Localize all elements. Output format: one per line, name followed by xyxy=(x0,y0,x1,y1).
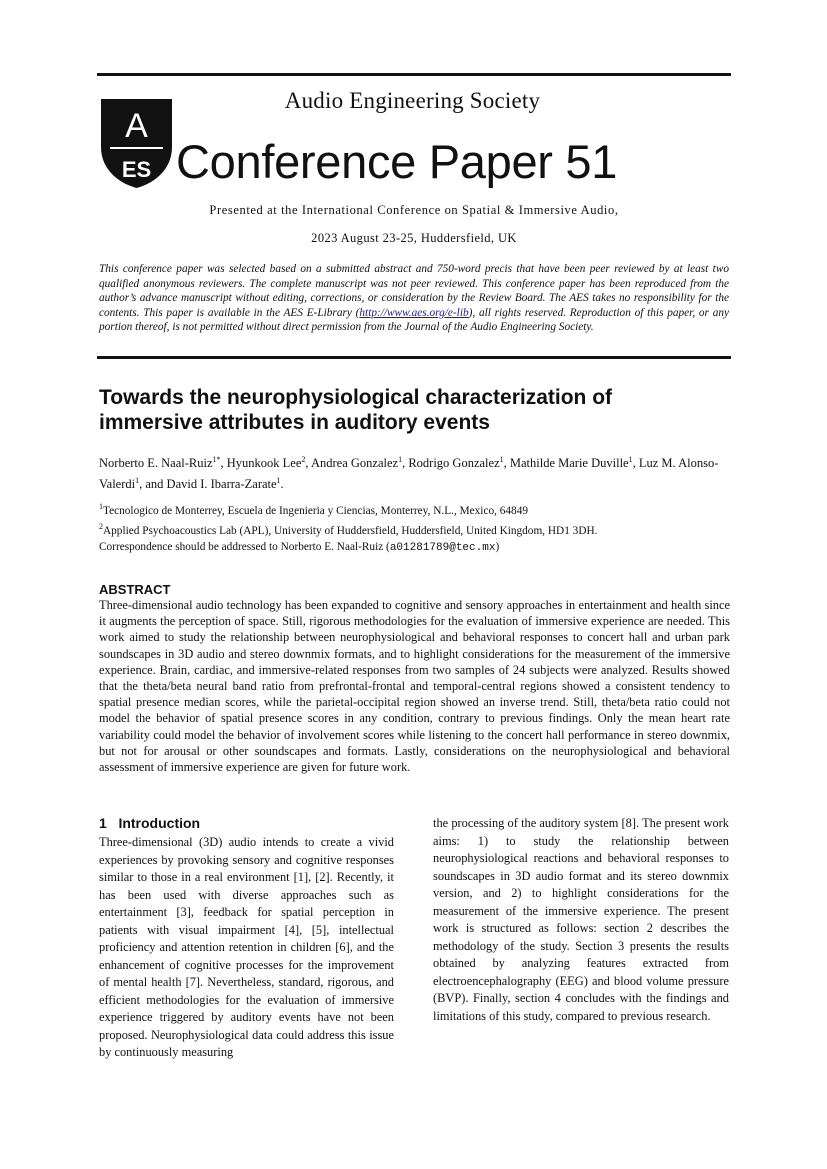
abstract-body: Three-dimensional audio technology has been expanded to cognitive and sensory approaches in entertainment and health since it augments the perception of space. Still, rigorous methodologies for the evaluation of immersive experience are needed. This work aimed to study the relationship between neurophysiological and behavioral responses to concert hall and urban park soundscapes in 3D audio and stereo downmix formats, and to highlight considerations for the measurement of the immersive experience. Brain, cardiac, and immersive-related responses from two samples of 24 subjects were analyzed. Results showed that the theta/beta neural band ratio from prefrontal-frontal and temporal-central regions showed a consistent tendency to spatial presence median scores, while the parietal-occipital region showed an inverse trend. Still, theta/beta ratio could not model the behavior of spatial presence scores in any condition, contrary to previous findings. Only the mean heart rate variability could model the behavior of involvement scores while listening to the concert hall performance in stereo downmix, but not for arousal or other soundscapes and formats. Lastly, considerations on the neurophysiological and behavioral assessment of immersive experience are given for future work. xyxy=(99,598,730,775)
author-name: Mathilde Marie Duville xyxy=(509,456,629,471)
disclaimer-text-2: ), all rights reserved. Reproduction of this paper, or any portion thereof, is not permitted without direct permission from the Journal of the Audio Engineering Society. xyxy=(99,306,729,334)
affiliation-line xyxy=(99,499,731,519)
conference-date-place: 2023 August 23-25, Huddersfield, UK xyxy=(311,231,517,245)
author-affiliation-mark: 1 xyxy=(135,476,140,486)
paper-title: Towards the neurophysiological characterization of immersive attributes in auditory events xyxy=(99,386,613,434)
author-separator: , xyxy=(503,456,510,471)
abstract-heading: ABSTRACT xyxy=(99,582,171,597)
introduction-left-column: Three-dimensional (3D) audio intends to create a vivid experiences by provoking sensory and cognitive responses similar to those in a real environment [1], [2]. Recently, it has been used with diverse approaches such as entertainment [3], feedback for spatial perception in patients with visual impairment [4], [5], intellectual proficiency and attention retention in children [6], and the enhancement of cognitive processes for the improvement of mental health [7]. Nevertheless, standard, rigorous, and efficient methodologies for the evaluation of immersive experience triggered by auditory events have not been proposed. Neurophysiological data could address this issue by continuously measuring xyxy=(99,835,394,1059)
author-separator: , xyxy=(305,456,311,471)
correspondence-email[interactable]: a01281789@tec.mx xyxy=(389,542,496,554)
correspondence-suffix: ) xyxy=(495,541,500,553)
review-disclaimer xyxy=(99,262,729,335)
correspondence-line xyxy=(99,541,731,554)
affiliation-text: Applied Psychoacoustics Lab (APL), University of Huddersfield, Huddersfield, United Kingdom, HD1 3DH. xyxy=(103,524,598,537)
author-name: David I. Ibarra-Zarate xyxy=(166,477,277,492)
society-name: Audio Engineering Society xyxy=(284,88,541,113)
top-rule xyxy=(97,73,731,76)
conference-paper-label: Conference Paper 51 xyxy=(176,135,618,188)
presented-at-line: Presented at the International Conference on Spatial & Immersive Audio, xyxy=(209,203,619,217)
author-list xyxy=(99,451,731,493)
author-affiliation-mark: 1 xyxy=(499,455,504,464)
disclaimer-text-1: This conference paper was selected based on a submitted abstract and 750-word precis that have been peer reviewed by at least two qualified anonymous reviewers. The complete manuscript was not peer reviewed. This conference paper has been reproduced from the author’s advance manuscript without editing, corrections, or consideration by the Review Board. The AES takes no responsibility for the contents. This paper is available in the AES E-Library ( xyxy=(99,263,729,319)
author-affiliation-mark: 1 xyxy=(398,455,403,464)
author-name: Luz M. Alonso-Valerdi xyxy=(99,456,719,492)
author-separator: , and xyxy=(139,477,167,492)
affiliation-text: Tecnologico de Monterrey, Escuela de Ingenieria y Ciencias, Monterrey, N.L., Mexico, 64849 xyxy=(103,504,529,517)
author-affiliation-mark: 1* xyxy=(212,455,221,464)
header-divider xyxy=(97,356,731,359)
logo-letter-a: A xyxy=(125,107,148,145)
aes-logo-icon xyxy=(97,97,176,189)
author-affiliation-mark: 1 xyxy=(628,455,633,464)
affiliations xyxy=(99,499,731,539)
logo-letters-es: ES xyxy=(121,157,152,182)
author-name: Norberto E. Naal-Ruiz xyxy=(99,456,213,471)
author-name: Rodrigo Gonzalez xyxy=(408,456,500,471)
affiliation-mark: 1 xyxy=(99,502,103,511)
introduction-right-column: the processing of the auditory system [8]. The present work aims: 1) to study the relationship between neurophysiological reactions and behavioral responses to soundscapes in 3D audio format and its stereo downmix version, and 2) to highlight considerations for the measurement of the immersive experience. The present work is structured as follows: section 2 describes the methodology of the study. Section 3 presents the results obtained by analyzing features extracted from electroencephalography (EEG) and blood volume pressure (BVP). Finally, section 4 concludes with the findings and limitations of this study, compared to previous research. xyxy=(433,816,729,1023)
section-1-heading: 1 Introduction xyxy=(99,815,201,831)
author-separator: , xyxy=(632,456,639,471)
correspondence-prefix: Correspondence should be addressed to Norberto E. Naal-Ruiz ( xyxy=(99,541,390,553)
author-name: Andrea Gonzalez xyxy=(310,456,399,471)
author-separator: , xyxy=(220,456,227,471)
affiliation-line xyxy=(99,519,731,539)
affiliation-mark: 2 xyxy=(99,521,103,531)
author-name: Hyunkook Lee xyxy=(226,456,302,471)
author-separator: , xyxy=(402,456,409,471)
author-affiliation-mark: 1 xyxy=(276,476,281,486)
e-library-link[interactable]: http://www.aes.org/e-lib xyxy=(359,306,469,319)
author-affiliation-mark: 2 xyxy=(301,455,306,464)
author-separator: . xyxy=(280,477,284,492)
